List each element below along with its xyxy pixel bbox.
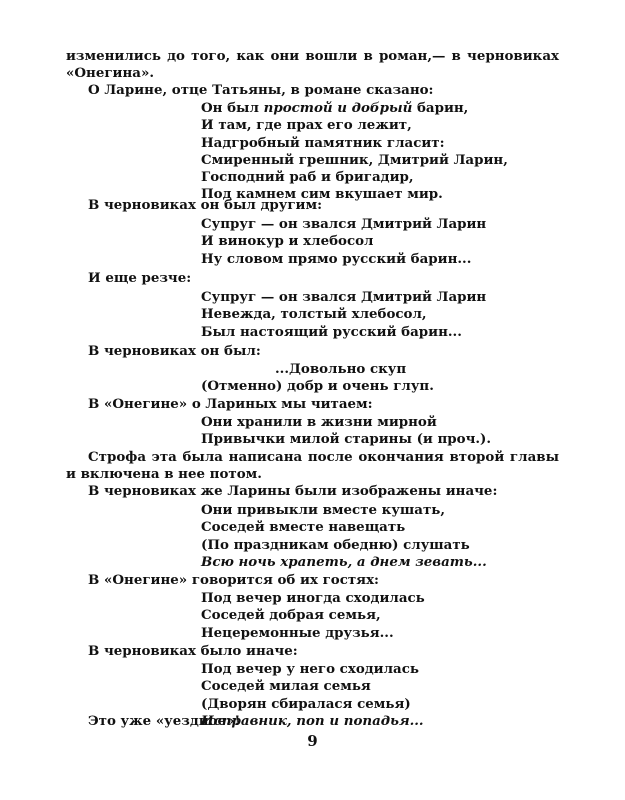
paragraph-line: «Онегина». [66, 65, 155, 81]
verse-line: Они хранили в жизни мирной [201, 414, 437, 430]
paragraph-line: и включена в нее потом. [66, 466, 262, 482]
verse-line: Привычки милой старины (и проч.). [201, 431, 492, 448]
verse-line: (По праздникам обедню) слушать [201, 536, 470, 553]
paragraph-drafts-other: В черновиках он был другим: [88, 197, 323, 213]
verse-line: Исправник, поп и попадья... [201, 712, 424, 729]
paragraph-harsher: И еще резче: [88, 270, 192, 286]
paragraph-conclusion: Это уже «уездное»! [88, 713, 241, 729]
paragraph-line: изменились до того, как они вошли в роман,— в черновиках [66, 48, 559, 64]
verse-line: Всю ночь храпеть, а днем зевать... [201, 553, 487, 570]
verse-line: Ну словом прямо русский барин... [201, 250, 472, 267]
paragraph-larin-intro: О Ларине, отце Татьяны, в романе сказано: [88, 82, 434, 98]
paragraph-drafts-was: В черновиках он был: [88, 343, 261, 359]
paragraph-line: Строфа эта была написана после окончания второй главы [88, 449, 559, 465]
verse-larins-novel [201, 414, 491, 449]
verse-line: И винокур и хлебосол [201, 233, 374, 250]
verse-line: Надгробный памятник гласит: [201, 134, 445, 151]
verse-line: Супруг — он звался Дмитрий Ларин [201, 216, 487, 232]
verse-draft-3 [201, 361, 434, 396]
verse-line: Невежда, толстый хлебосол, [201, 306, 427, 323]
verse-line: Под вечер у него сходилась [201, 661, 419, 677]
verse-line: (Дворян сбиралася семья) [201, 695, 411, 712]
verse-line: Соседей добрая семья, [201, 607, 381, 624]
verse-line: Соседей милая семья [201, 678, 371, 695]
paragraph-onegin-larins: В «Онегине» о Лариных мы читаем: [88, 396, 373, 412]
verse-line: Они привыкли вместе кушать, [201, 502, 446, 518]
verse-line: Нецеремонные друзья... [201, 624, 394, 641]
paragraph-stanza-note [66, 449, 559, 466]
verse-line: Соседей вместе навещать [201, 519, 406, 536]
paragraph-onegin-guests: В «Онегине» говорится об их гостях: [88, 572, 380, 588]
verse-line: И там, где прах его лежит, [201, 117, 412, 134]
verse-larin-novel [201, 100, 508, 204]
verse-line: Под камнем сим вкушает мир. [201, 186, 443, 203]
verse-text: барин, [412, 100, 469, 116]
verse-text: Он был [201, 100, 264, 116]
verse-line: Был настоящий русский барин... [201, 323, 462, 340]
paragraph-drafts-larins: В черновиках же Ларины были изображены иначе: [88, 483, 498, 499]
verse-line: ...Довольно скуп [275, 361, 407, 377]
verse-line: Супруг — он звался Дмитрий Ларин [201, 289, 487, 305]
verse-line: Смиренный грешник, Дмитрий Ларин, [201, 151, 508, 168]
verse-draft-2 [201, 289, 486, 341]
verse-line [201, 100, 508, 117]
verse-guests-novel [201, 590, 425, 642]
paragraph-drafts-otherwise: В черновиках было иначе: [88, 643, 298, 659]
verse-line: Господний раб и бригадир, [201, 169, 414, 186]
verse-line: Под вечер иногда сходилась [201, 590, 425, 606]
verse-draft-1 [201, 216, 486, 268]
verse-emphasis: простой и добрый [263, 100, 413, 116]
page-number: 9 [307, 732, 318, 750]
verse-larins-draft [201, 502, 487, 571]
verse-line: (Отменно) добр и очень глуп. [201, 378, 434, 395]
paragraph-continuation [66, 48, 559, 65]
